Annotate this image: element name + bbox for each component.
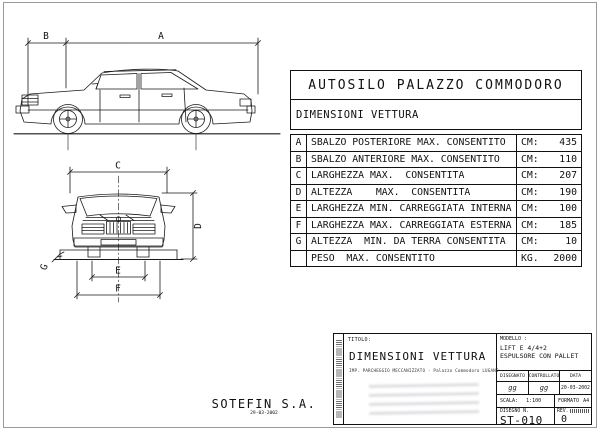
modello-line2: ESPULSORE CON PALLET bbox=[500, 351, 579, 360]
side-view-dimensions bbox=[26, 38, 261, 106]
dim-label-b: B bbox=[43, 31, 49, 42]
row-value: 2000 bbox=[553, 252, 577, 264]
table-row bbox=[290, 185, 582, 202]
row-value: 190 bbox=[559, 186, 577, 198]
row-key bbox=[291, 251, 307, 267]
row-unit: CM: bbox=[521, 153, 539, 165]
row-desc: SBALZO ANTERIORE MAX. CONSENTITO bbox=[311, 153, 500, 165]
row-value: 185 bbox=[559, 219, 577, 231]
row-unit: CM: bbox=[521, 170, 539, 182]
spec-subtitle: DIMENSIONI VETTURA bbox=[290, 100, 582, 130]
controllato-label: CONTROLLATO bbox=[529, 371, 560, 381]
controllato-signature: gg bbox=[529, 382, 560, 394]
disegnato-signature: gg bbox=[497, 382, 529, 394]
row-key: D bbox=[291, 185, 307, 201]
row-key: B bbox=[291, 152, 307, 168]
row-value: 100 bbox=[559, 203, 577, 215]
row-desc: ALTEZZA MIN. DA TERRA CONSENTITA bbox=[311, 236, 506, 248]
dim-label-a: A bbox=[158, 31, 164, 42]
dim-label-c: C bbox=[115, 160, 121, 172]
rev-label: REV. bbox=[557, 409, 569, 414]
property-notice-strip bbox=[334, 334, 344, 424]
spec-title: AUTOSILO PALAZZO COMMODORO bbox=[290, 70, 582, 100]
row-key: C bbox=[291, 168, 307, 184]
row-key: F bbox=[291, 218, 307, 234]
scala-formato-row bbox=[497, 395, 591, 408]
table-row bbox=[290, 234, 582, 251]
disegnato-label: DISEGNATO bbox=[497, 371, 529, 381]
front-view-dimensions bbox=[52, 167, 197, 299]
titolo-subtext: IMP. PARCHEGGIO MECCANIZZATO - Palazzo Commodoro LUGANO bbox=[349, 368, 499, 373]
title-block bbox=[333, 333, 592, 425]
modello-label: MODELLO : bbox=[500, 336, 528, 342]
formato-label: FORMATO bbox=[558, 398, 580, 404]
row-key: E bbox=[291, 201, 307, 217]
scala-label: SCALA: bbox=[500, 398, 519, 404]
table-row bbox=[290, 201, 582, 218]
row-unit: CM: bbox=[521, 203, 539, 215]
row-unit: CM: bbox=[521, 137, 539, 149]
rev-value: 0 bbox=[561, 414, 568, 425]
row-key: G bbox=[291, 234, 307, 250]
titolo-value: DIMENSIONI VETTURA bbox=[349, 350, 487, 363]
table-row bbox=[290, 168, 582, 185]
table-row bbox=[290, 135, 582, 152]
drawing-number-row bbox=[497, 408, 591, 427]
disegno-number: ST-010 bbox=[500, 414, 543, 427]
modello-line1: LIFT E 4/4+2 bbox=[500, 344, 547, 352]
signature-values bbox=[497, 382, 591, 395]
micro-text bbox=[336, 340, 342, 418]
titolo-cell bbox=[344, 334, 497, 424]
data-label: DATA bbox=[569, 373, 582, 379]
row-unit: CM: bbox=[521, 236, 539, 248]
dim-label-f: F bbox=[115, 283, 121, 295]
row-desc: PESO MAX. CONSENTITO bbox=[311, 252, 435, 264]
row-value: 435 bbox=[559, 137, 577, 149]
dim-label-g: G bbox=[38, 262, 51, 272]
company-signature bbox=[200, 397, 328, 416]
row-unit: KG. bbox=[521, 252, 539, 264]
row-desc: SBALZO POSTERIORE MAX. CONSENTITO bbox=[311, 137, 506, 149]
row-desc: ALTEZZA MAX. CONSENTITA bbox=[311, 186, 471, 198]
date-value: 20-03-2002 bbox=[561, 385, 590, 391]
row-unit: CM: bbox=[521, 219, 539, 231]
disegno-label: DISEGNO N. bbox=[500, 409, 529, 414]
rev-note-smudge bbox=[570, 409, 590, 413]
company-date: 29-03-2002 bbox=[250, 411, 278, 416]
table-row bbox=[290, 152, 582, 169]
formato-value: A4 bbox=[583, 398, 590, 404]
row-unit: CM: bbox=[521, 186, 539, 198]
spec-panel bbox=[290, 70, 582, 267]
company-name: SOTEFIN S.A. bbox=[211, 397, 317, 411]
table-row bbox=[290, 218, 582, 235]
row-key: A bbox=[291, 135, 307, 151]
signature-headers bbox=[497, 371, 591, 382]
titleblock-right bbox=[497, 334, 591, 427]
titolo-label: TITOLO: bbox=[348, 337, 372, 343]
row-value: 110 bbox=[559, 153, 577, 165]
dim-label-e: E bbox=[115, 265, 121, 277]
row-desc: LARGHEZZA MAX. CONSENTITA bbox=[311, 170, 465, 182]
car-side-view bbox=[14, 69, 280, 150]
dim-label-d: D bbox=[193, 223, 204, 229]
row-value: 10 bbox=[565, 236, 577, 248]
scala-value: 1:100 bbox=[526, 398, 542, 404]
row-desc: LARGHEZZA MAX. CARREGGIATA ESTERNA bbox=[311, 219, 512, 231]
spec-table bbox=[290, 134, 582, 267]
modello-cell bbox=[497, 334, 591, 371]
table-row bbox=[290, 251, 582, 268]
faint-stamp bbox=[369, 383, 480, 415]
row-desc: LARGHEZZA MIN. CARREGGIATA INTERNA bbox=[311, 203, 512, 215]
row-value: 207 bbox=[559, 170, 577, 182]
